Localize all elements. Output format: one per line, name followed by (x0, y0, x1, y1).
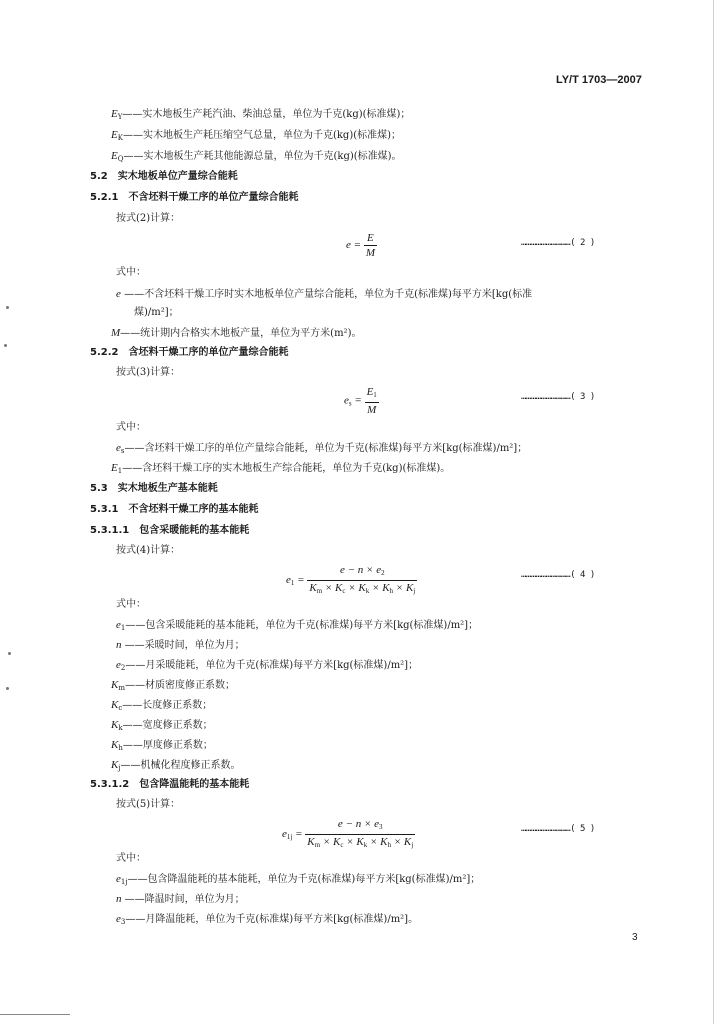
def-e1j: $e_{1j}——$包含降温能耗的基本能耗，单位为千克(标准煤)每平方米[kg(标准煤)/m²]； (116, 873, 481, 886)
def-m: M——统计期内合格实木地板产量，单位为平方米(m²)。 (111, 327, 362, 339)
def-kc: $K_c——$长度修正系数； (111, 699, 213, 712)
where-label-5: 式中： (116, 853, 146, 864)
def-eq: $E_Q——$实木地板生产耗其他能源总量，单位为千克(kg)(标准煤)。 (111, 150, 402, 163)
def-kj: $K_j——$机械化程度修正系数。 (111, 759, 241, 772)
def-e1: $E_1——$含坯料干燥工序的实木地板生产综合能耗，单位为千克(kg)(标准煤)。 (111, 462, 451, 475)
where-label-3: 式中： (116, 422, 146, 433)
def-e1-heating: $e_1——$包含采暖能耗的基本能耗，单位为千克(标准煤)每平方米[kg(标准煤)/m²]； (116, 619, 479, 632)
def-n-cooling: n ——降温时间，单位为月； (116, 893, 245, 905)
equation-5: $e_{1j}$ = $\frac{e - n \times e_3}{K_m \times K_c \times K_k \times K_h \times K_j}$ (282, 818, 414, 849)
scan-speck (4, 344, 7, 347)
equation-4-denominator: $K_m \times K_c \times K_k \times K_h \times K_j$ (309, 582, 416, 595)
bottom-rule (0, 1014, 70, 1015)
def-e2: $e_2——$月采暖能耗，单位为千克(标准煤)每平方米[kg(标准煤)/m²]； (116, 659, 419, 672)
heading-5-3-1-2: 5.3.1.2 包含降温能耗的基本能耗 (90, 779, 250, 790)
equation-5-number: …………………………( 5 ) (521, 824, 595, 834)
scan-edge-line (713, 0, 714, 1024)
heading-5-2-2: 5.2.2 含坯料干燥工序的单位产量综合能耗 (90, 347, 289, 358)
def-km: $K_m——$材质密度修正系数； (111, 679, 235, 692)
calc-eq3-intro: 按式(3)计算： (116, 367, 181, 378)
def-e: e ——不含坯料干燥工序时实木地板单位产量综合能耗，单位为千克(标准煤)每平方米[kg(标准 (116, 288, 533, 300)
page-number: 3 (632, 932, 638, 943)
calc-eq2-intro: 按式(2)计算： (116, 213, 181, 224)
heading-5-3: 5.3 实木地板生产基本能耗 (90, 483, 218, 494)
equation-2: e = $\frac{E}{M}$ (346, 232, 375, 259)
equation-3: $e_s$ = $\frac{E_1}{M}$ (344, 386, 377, 416)
equation-2-number: …………………………( 2 ) (521, 238, 595, 248)
def-e-continued: 煤)/m²]； (134, 307, 179, 318)
def-kh: $K_h——$厚度修正系数； (111, 739, 213, 752)
where-label-4: 式中： (116, 599, 146, 610)
scan-speck (6, 306, 9, 309)
def-n-heating: n ——采暖时间，单位为月； (116, 639, 245, 651)
equation-4: $e_1$ = $\frac{e - n \times e_2}{K_m \times K_c \times K_k \times K_h \times K_j}$ (286, 564, 416, 595)
heading-5-2: 5.2 实木地板单位产量综合能耗 (90, 171, 238, 182)
heading-5-3-1: 5.3.1 不含坯料干燥工序的基本能耗 (90, 504, 259, 515)
equation-5-denominator: $K_m \times K_c \times K_k \times K_h \times K_j$ (307, 836, 414, 849)
calc-eq5-intro: 按式(5)计算： (116, 799, 181, 810)
equation-4-number: …………………………( 4 ) (521, 570, 595, 580)
scan-speck (6, 687, 9, 690)
heading-5-2-1: 5.2.1 不含坯料干燥工序的单位产量综合能耗 (90, 192, 299, 203)
def-ek: $E_K——$实木地板生产耗压缩空气总量，单位为千克(kg)(标准煤)； (111, 129, 402, 142)
scan-speck (8, 652, 11, 655)
where-label-2: 式中： (116, 267, 146, 278)
calc-eq4-intro: 按式(4)计算： (116, 545, 181, 556)
def-ey: $E_Y——$实木地板生产耗汽油、柴油总量，单位为千克(kg)(标准煤)； (111, 108, 411, 121)
def-e3: $e_3——$月降温能耗，单位为千克(标准煤)每平方米[kg(标准煤)/m²]。 (116, 913, 419, 926)
heading-5-3-1-1: 5.3.1.1 包含采暖能耗的基本能耗 (90, 525, 250, 536)
equation-3-number: …………………………( 3 ) (521, 392, 595, 402)
def-kk: $K_k——$宽度修正系数； (111, 719, 213, 732)
def-es: $e_s——$含坯料干燥工序的单位产量综合能耗，单位为千克(标准煤)每平方米[kg(标准煤)/m²]； (116, 442, 528, 455)
standard-code: LY/T 1703—2007 (556, 74, 642, 86)
